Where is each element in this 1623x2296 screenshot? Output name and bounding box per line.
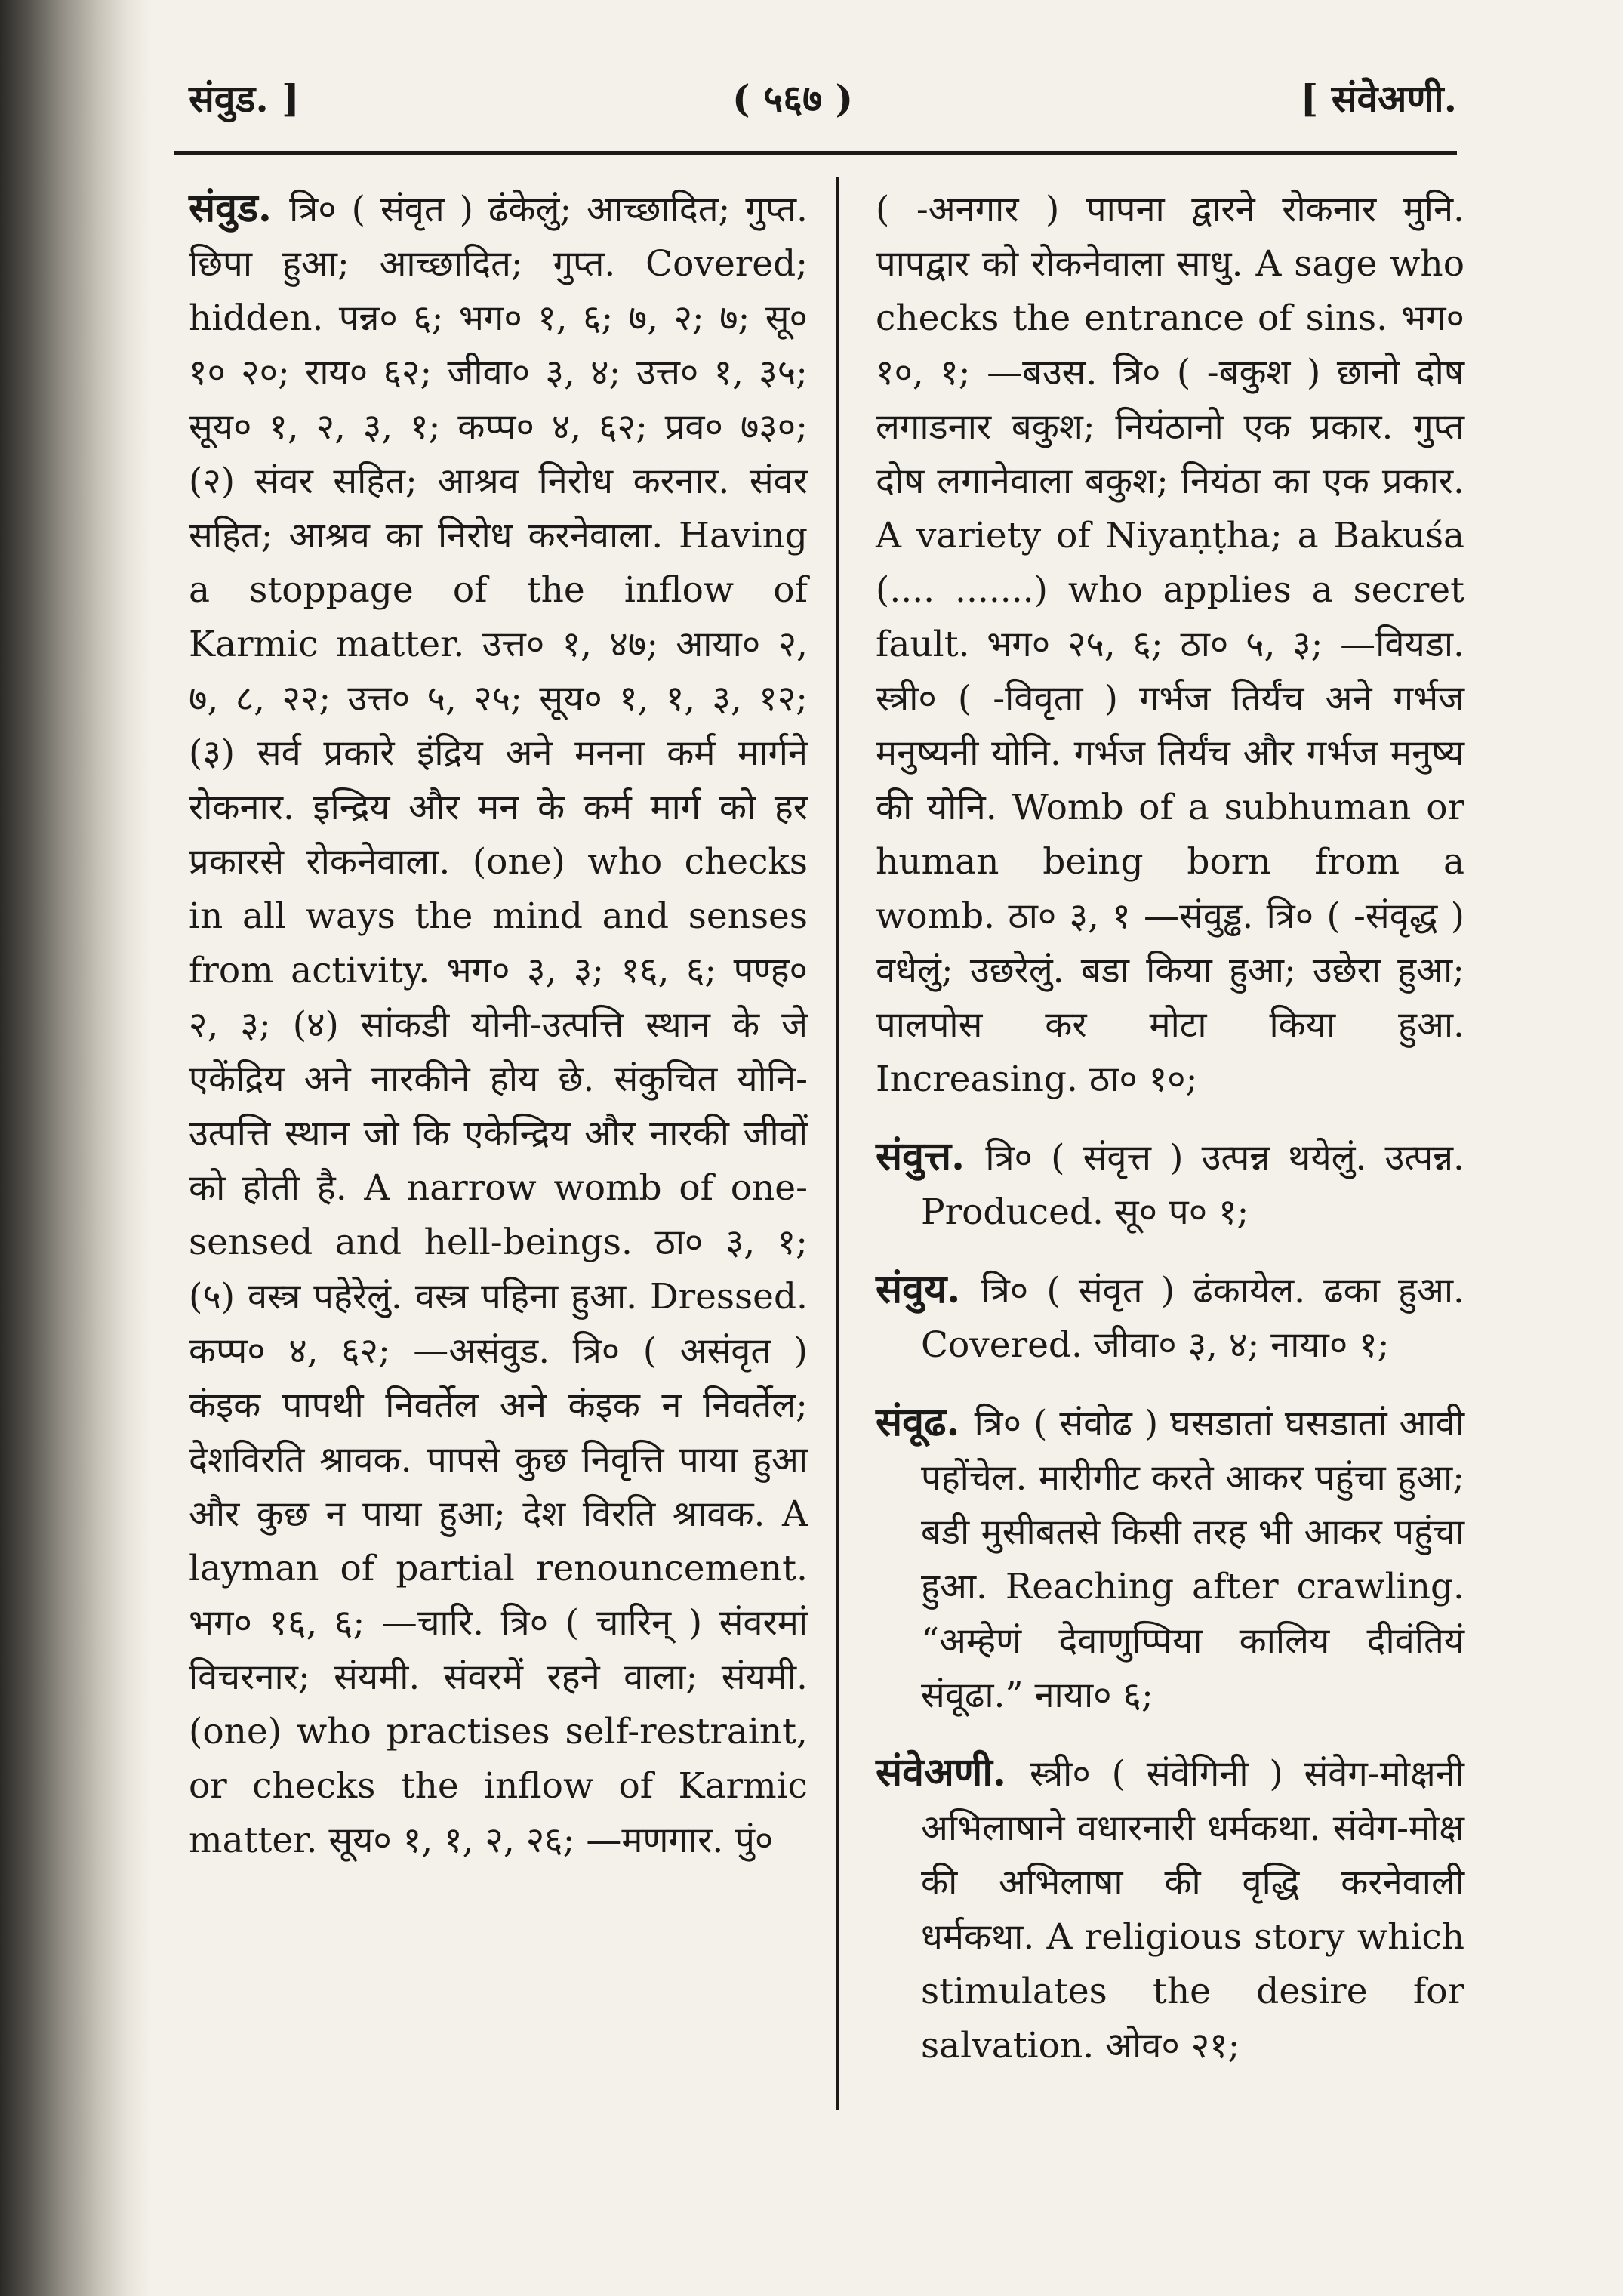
entry-text: स्त्री० ( संवेगिनी ) संवेग-मोक्षनी अभिलाषाने वधारनारी धर्मकथा. संवेग-मोक्ष की अभिलाषा की वृद्धि करनेवाली धर्मकथा. A religious story which stimulates the desire for salvation. ओव० २१; [921, 1753, 1464, 2066]
entry-headword: संवुड. [189, 185, 290, 231]
dictionary-entry [876, 1395, 1464, 1723]
entry-text: ( -अनगार ) पापना द्वारने रोकनार मुनि. पापद्वार को रोकनेवाला साधु. A sage who checks the entrance of sins. भग० १०, १; —बउस. त्रि० ( -बकुश ) छानो दोष लगाडनार बकुश; नियंठानो एक प्रकार. गुप्त दोष लगानेवाला बकुश; नियंठा का एक प्रकार. A variety of Niyaṇṭha; a Bakuśa (.... .......) who applies a secret fault. भग० २५, ६; ठा० ५, ३; —वियडा. स्त्री० ( -विवृता ) गर्भज तिर्यंच अने गर्भज मनुष्यनी योनि. गर्भज तिर्यंच और गर्भज मनुष्य की योनि. Womb of a subhuman or human being born from a womb. ठा० ३, १ —संवुड्ढ. त्रि० ( -संवृद्ध ) वधेलुं; उछरेलुं. बडा किया हुआ; उछेरा हुआ; पालपोस कर मोटा किया हुआ. Increasing. ठा० १०; [876, 189, 1464, 1100]
header-rule [174, 151, 1457, 155]
entry-headword: संवुय. [876, 1266, 981, 1312]
dictionary-entry [876, 1130, 1464, 1240]
dictionary-entry-continued [876, 181, 1464, 1107]
dictionary-entry [876, 1262, 1464, 1373]
entry-text: त्रि० ( संवृत ) ढंकेलुं; आच्छादित; गुप्त. छिपा हुआ; आच्छादित; गुप्त. Covered; hidden. पन्न० ६; भग० १, ६; ७, २; ७; सू० १० २०; राय० ६२; जीवा० ३, ४; उत्त० १, ३५; सूय० १, २, ३, १; कप्प० ४, ६२; प्रव० ७३०; (२) संवर सहित; आश्रव निरोध करनार. संवर सहित; आश्रव का निरोध करनेवाला. Having a stoppage of the inflow of Karmic matter. उत्त० १, ४७; आया० २, ७, ८, २२; उत्त० ५, २५; सूय० १, १, ३, १२; (३) सर्व प्रकारे इंद्रिय अने मनना कर्म मार्गने रोकनार. इन्द्रिय और मन के कर्म मार्ग को हर प्रकारसे रोकनेवाला. (one) who checks in all ways the mind and senses from activity. भग० ३, ३; १६, ६; पण्ह० २, ३; (४) सांकडी योनी-उत्पत्ति स्थान के जे एकेंद्रिय अने नारकीने होय छे. संकुचित योनि-उत्पत्ति स्थान जो कि एकेन्द्रिय और नारकी जीवों को होती है. A narrow womb of one-sensed and hell-beings. ठा० ३, १; (५) वस्त्र पहेरेलुं. वस्त्र पहिना हुआ. Dressed. कप्प० ४, ६२; —असंवुड. त्रि० ( असंवृत ) कंइक पापथी निवर्तेल अने कंइक न निवर्तेल; देशविरति श्रावक. पापसे कुछ निवृत्ति पाया हुआ और कुछ न पाया हुआ; देश विरति श्रावक. A layman of partial renouncement. भग० १६, ६; —चारि. त्रि० ( चारिन् ) संवरमां विचरनार; संयमी. संवरमें रहने वाला; संयमी. (one) who practises self-restraint, or checks the inflow of Karmic matter. सूय० १, १, २, २६; —मणगार. पुं० [189, 189, 808, 1861]
entry-text: त्रि० ( संवृत्त ) उत्पन्न थयेलुं. उत्पन्न. Produced. सू० प० १; [921, 1137, 1464, 1233]
dictionary-entry [189, 181, 808, 1868]
header-right-guideword: [ संवेअणी. [1300, 76, 1457, 121]
entry-headword: संवूढ. [876, 1399, 975, 1445]
left-column [189, 181, 808, 1891]
page-number: ( ५६७ ) [732, 76, 854, 121]
header-left-guideword: संवुड. ] [189, 76, 300, 121]
running-header [174, 60, 1457, 128]
entry-headword: संवुत्त. [876, 1133, 986, 1179]
entry-text: त्रि० ( संवृत ) ढंकायेल. ढका हुआ. Covered. जीवा० ३, ४; नाया० १; [921, 1270, 1464, 1366]
entry-text: त्रि० ( संवोढ ) घसडातां घसडातां आवी पहोंचेल. मारीगीट करते आकर पहुंचा हुआ; बडी मुसीबतसे किसी तरह भी आकर पहुंचा हुआ. Reaching after crawling. “अम्हेणं देवाणुप्पिया कालिय दीवंतियं संवूढा.” नाया० ६; [921, 1403, 1464, 1716]
dictionary-entry [876, 1746, 1464, 2073]
column-divider [836, 177, 839, 2110]
page-spine-shadow [0, 0, 151, 2296]
entry-headword: संवेअणी. [876, 1749, 1030, 1795]
right-column [876, 181, 1464, 2096]
